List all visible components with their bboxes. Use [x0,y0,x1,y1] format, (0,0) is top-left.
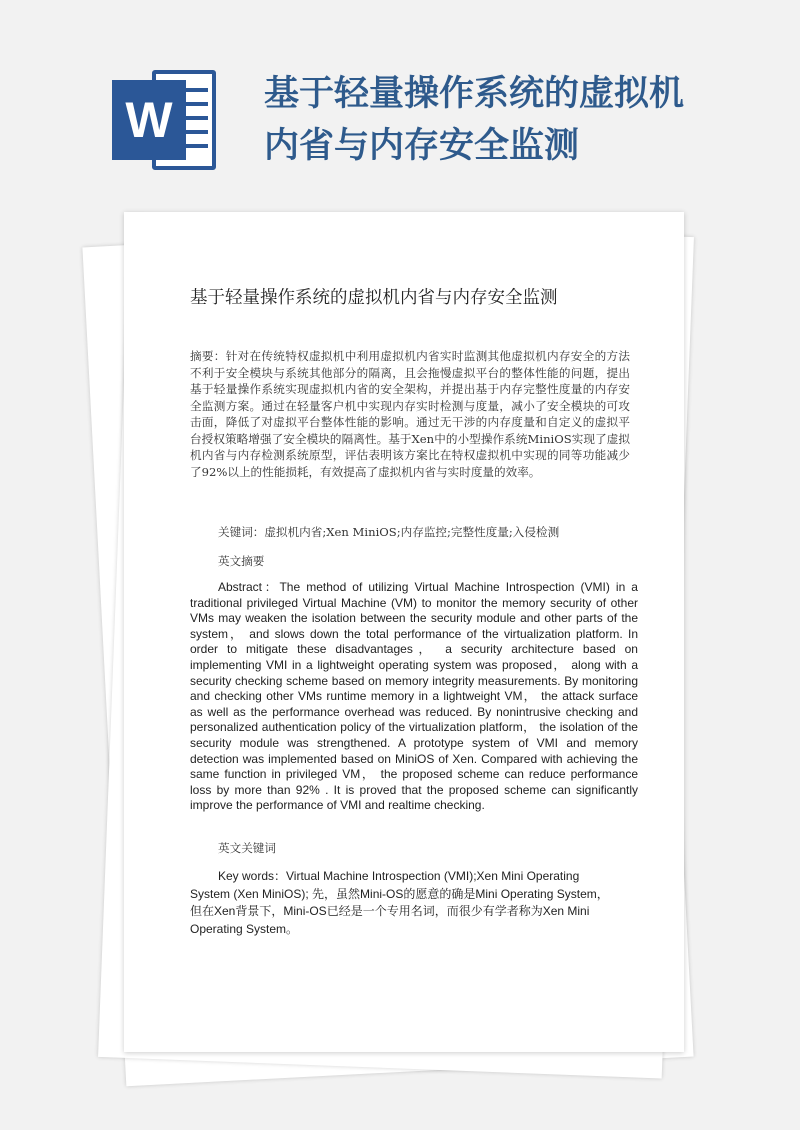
header-title: 基于轻量操作系统的虚拟机内省与内存安全监测 [264,74,685,166]
word-document-icon [112,70,216,170]
keywords-chinese: 关键词：虚拟机内省;Xen MiniOS;内存监控;完整性度量;入侵检测 [218,525,560,539]
abstract-chinese: 摘要：针对在传统特权虚拟机中利用虚拟机内省实时监测其他虚拟机内存安全的方法不利于安全模块与系统其他部分的隔离，且会拖慢虚拟平台的整体性能的问题，提出基于轻量操作系统实现虚拟机内省的安全架构，并提出基于内存完整性度量的内存安全监测方案。通过在轻量客户机中实现内存实时检测与度量，减小了安全模块的可攻击面，降低了对虚拟平台整体性能的影响。通过无干涉的内存度量和自定义的虚拟平台授权策略增强了安全模块的隔离性。基于Xen中的小型操作系统MiniOS实现了虚拟机内省与内存检测系统原型，评估表明该方案比在特权虚拟机中实现的同等功能减少了92%以上的性能损耗，有效提高了虚拟机内省与实时度量的效率。 [190,349,630,479]
document-page [124,212,684,1052]
abstract-english: Abstract：The method of utilizing Virtual Machine Introspection (VMI) in a traditional privileged Virtual Machine (VM) to monitor the memory security of other VMs may weaken the isolation between the security module and other parts of the system， and slows down the total performance of the virtualization platform. In order to mitigate these disadvantages， a security architecture based on implementing VMI in a lightweight operating system was proposed， along with a security checking scheme based on memory integrity measurements. By monitoring and checking other VMs runtime memory in a lightweight VM， the attack surface as well as the performance overhead was reduced. By nonintrusive checking and personalized authentication policy of the virtualization platform， the isolation of the security module was strengthened. A prototype system of VMI and memory detection was implemented based on MiniOS of Xen. Compared with achieving the same function in privileged VM， the proposed scheme can reduce performance loss by more than 92% . It is proved that the proposed scheme can significantly improve the performance of VMI and realtime checking. [190,580,638,813]
keywords-english: Key words：Virtual Machine Introspection (VMI);Xen Mini Operating System (Xen MiniOS); 先，虽然Mini-OS的愿意的确是Mini Operating System，但在Xen背景下，Mini-OS已经是一个专用名词，而很少有学者称为Xen Mini Operating System。 [190,869,609,936]
english-keywords-heading: 英文关键词 [218,841,276,855]
document-title: 基于轻量操作系统的虚拟机内省与内存安全监测 [190,288,558,308]
header-banner [0,0,800,200]
english-abstract-heading: 英文摘要 [218,554,265,568]
word-icon-letter: W [112,80,186,160]
